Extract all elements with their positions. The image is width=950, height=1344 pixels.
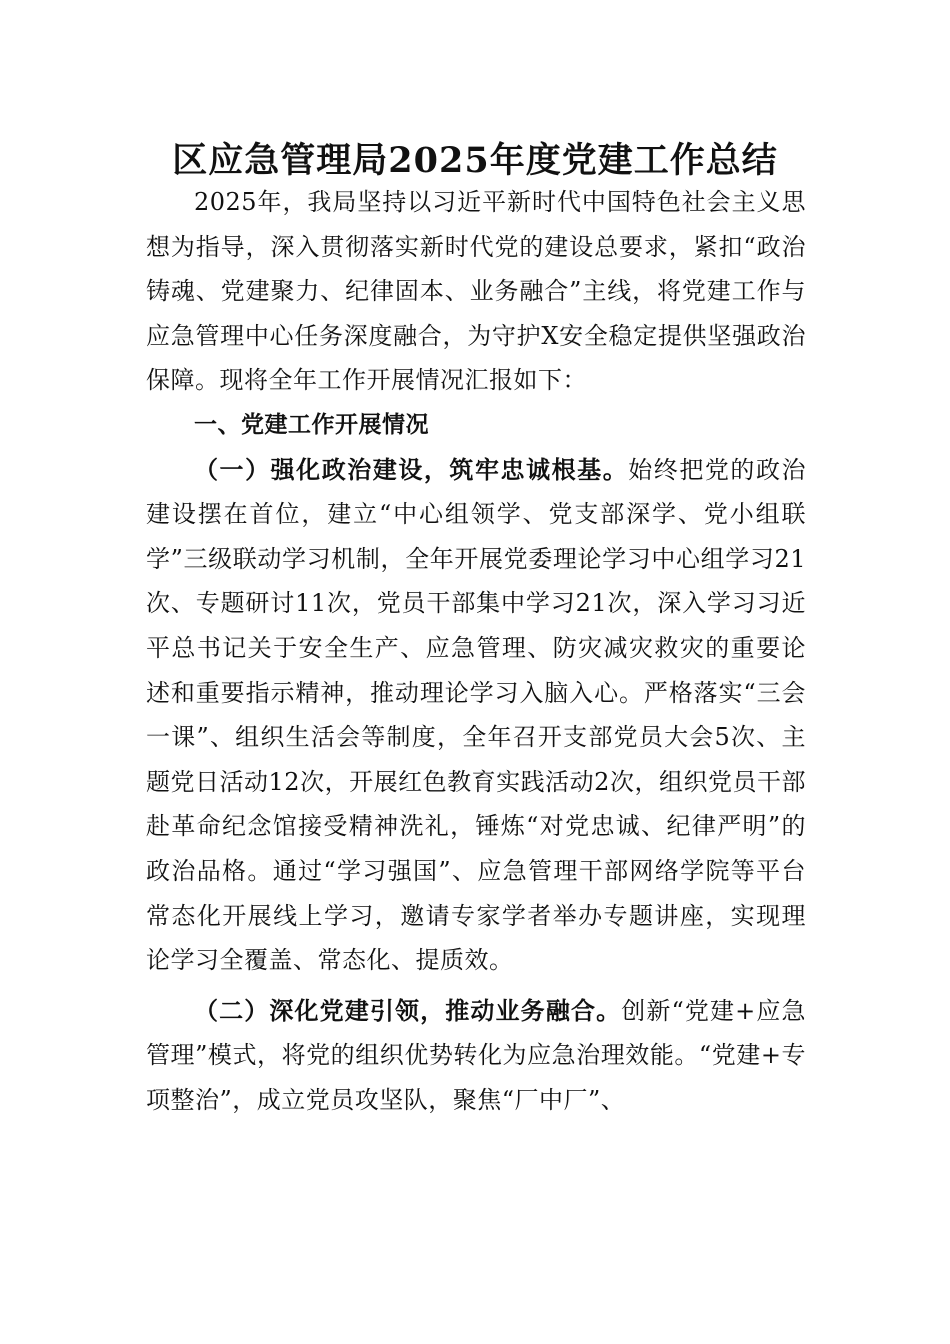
section-heading: 一、党建工作开展情况	[194, 411, 429, 438]
paragraph-lead: （一）强化政治建设，筑牢忠诚根基。	[194, 454, 629, 484]
paragraph-lead: （二）深化党建引领，推动业务融合。	[194, 995, 622, 1025]
intro-paragraph: 2025年，我局坚持以习近平新时代中国特色社会主义思想为指导，深入贯彻落实新时代党的建设总要求，紧扣“政治铸魂、党建聚力、纪律固本、业务融合”主线，将党建工作与应急管理中心任务深度融合，为守护X安全稳定提供坚强政治保障。现将全年工作开展情况汇报如下：	[146, 188, 806, 395]
document-title: 区应急管理局2025年度党建工作总结	[172, 140, 778, 182]
document-body	[146, 180, 806, 1122]
paragraph-text: 始终把党的政治建设摆在首位，建立“中心组领学、党支部深学、党小组联学”三级联动学习机制，全年开展党委理论学习中心组学习21次、专题研讨11次，党员干部集中学习21次，深入学习习近平总书记关于安全生产、应急管理、防灾减灾救灾的重要论述和重要指示精神，推动理论学习入脑入心。严格落实“三会一课”、组织生活会等制度，全年召开支部党员大会5次、主题党日活动12次，开展红色教育实践活动2次，组织党员干部赴革命纪念馆接受精神洗礼，锤炼“对党忠诚、纪律严明”的政治品格。通过“学习强国”、应急管理干部网络学院等平台常态化开展线上学习，邀请专家学者举办专题讲座，实现理论学习全覆盖、常态化、提质效。	[146, 455, 807, 975]
paragraph-political-building	[146, 448, 806, 983]
paragraph-business-integration	[146, 989, 806, 1123]
paragraph-text: 创新“党建+应急管理”模式，将党的组织优势转化为应急治理效能。“党建+专项整治”，成立党员攻坚队，聚焦“厂中厂”、	[146, 996, 806, 1114]
